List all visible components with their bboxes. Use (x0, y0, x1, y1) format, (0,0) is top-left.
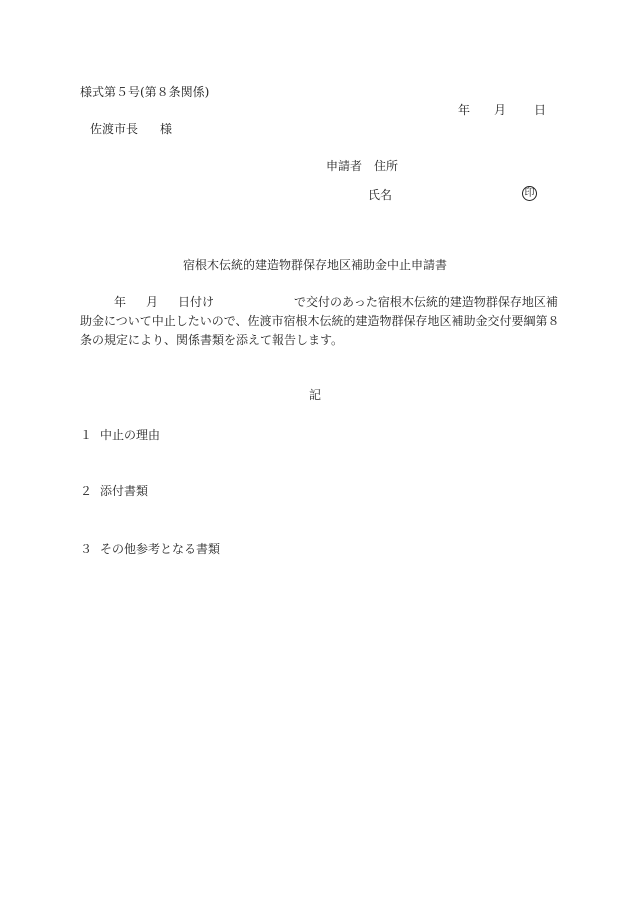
item-number: ３ (80, 542, 93, 556)
item-number: １ (80, 428, 93, 442)
body-line-1-rest: で交付のあった宿根木伝統的建造物群保存地区補 (294, 295, 558, 309)
applicant-address-label: 申請者 住所 (326, 159, 399, 173)
date-day-label: 日 (534, 103, 547, 117)
date-line (458, 104, 546, 116)
list-item (80, 543, 220, 555)
body-line-3: 条の規定により、関係書類を添えて報告します。 (80, 333, 344, 347)
addressee-honorific: 様 (160, 122, 173, 136)
item-number: ２ (80, 484, 93, 498)
date-year-label: 年 (458, 103, 471, 117)
addressee-name: 佐渡市長 (90, 122, 139, 136)
body-line-1 (80, 293, 558, 312)
form-number: 様式第５号(第８条関係) (80, 85, 210, 99)
list-item (80, 485, 148, 497)
applicant-name-label: 氏名 (368, 188, 393, 202)
document-title: 宿根木伝統的建造物群保存地区補助金中止申請書 (182, 258, 447, 272)
item-label: その他参考となる書類 (100, 542, 221, 556)
list-item (80, 429, 160, 441)
ki-heading: 記 (308, 388, 321, 402)
body-paragraph (80, 293, 560, 350)
item-label: 添付書類 (100, 484, 149, 498)
seal-icon (522, 186, 537, 201)
date-month-label: 月 (494, 103, 507, 117)
seal-mark: 印 (524, 187, 535, 199)
addressee (90, 123, 172, 135)
body-year: 年 (114, 295, 127, 309)
body-month: 月 (146, 295, 159, 309)
body-line-2: 助金について中止したいので、佐渡市宿根木伝統的建造物群保存地区補助金交付要綱第８ (80, 314, 560, 328)
body-date-suffix: 日付け (178, 295, 215, 309)
item-label: 中止の理由 (100, 428, 161, 442)
